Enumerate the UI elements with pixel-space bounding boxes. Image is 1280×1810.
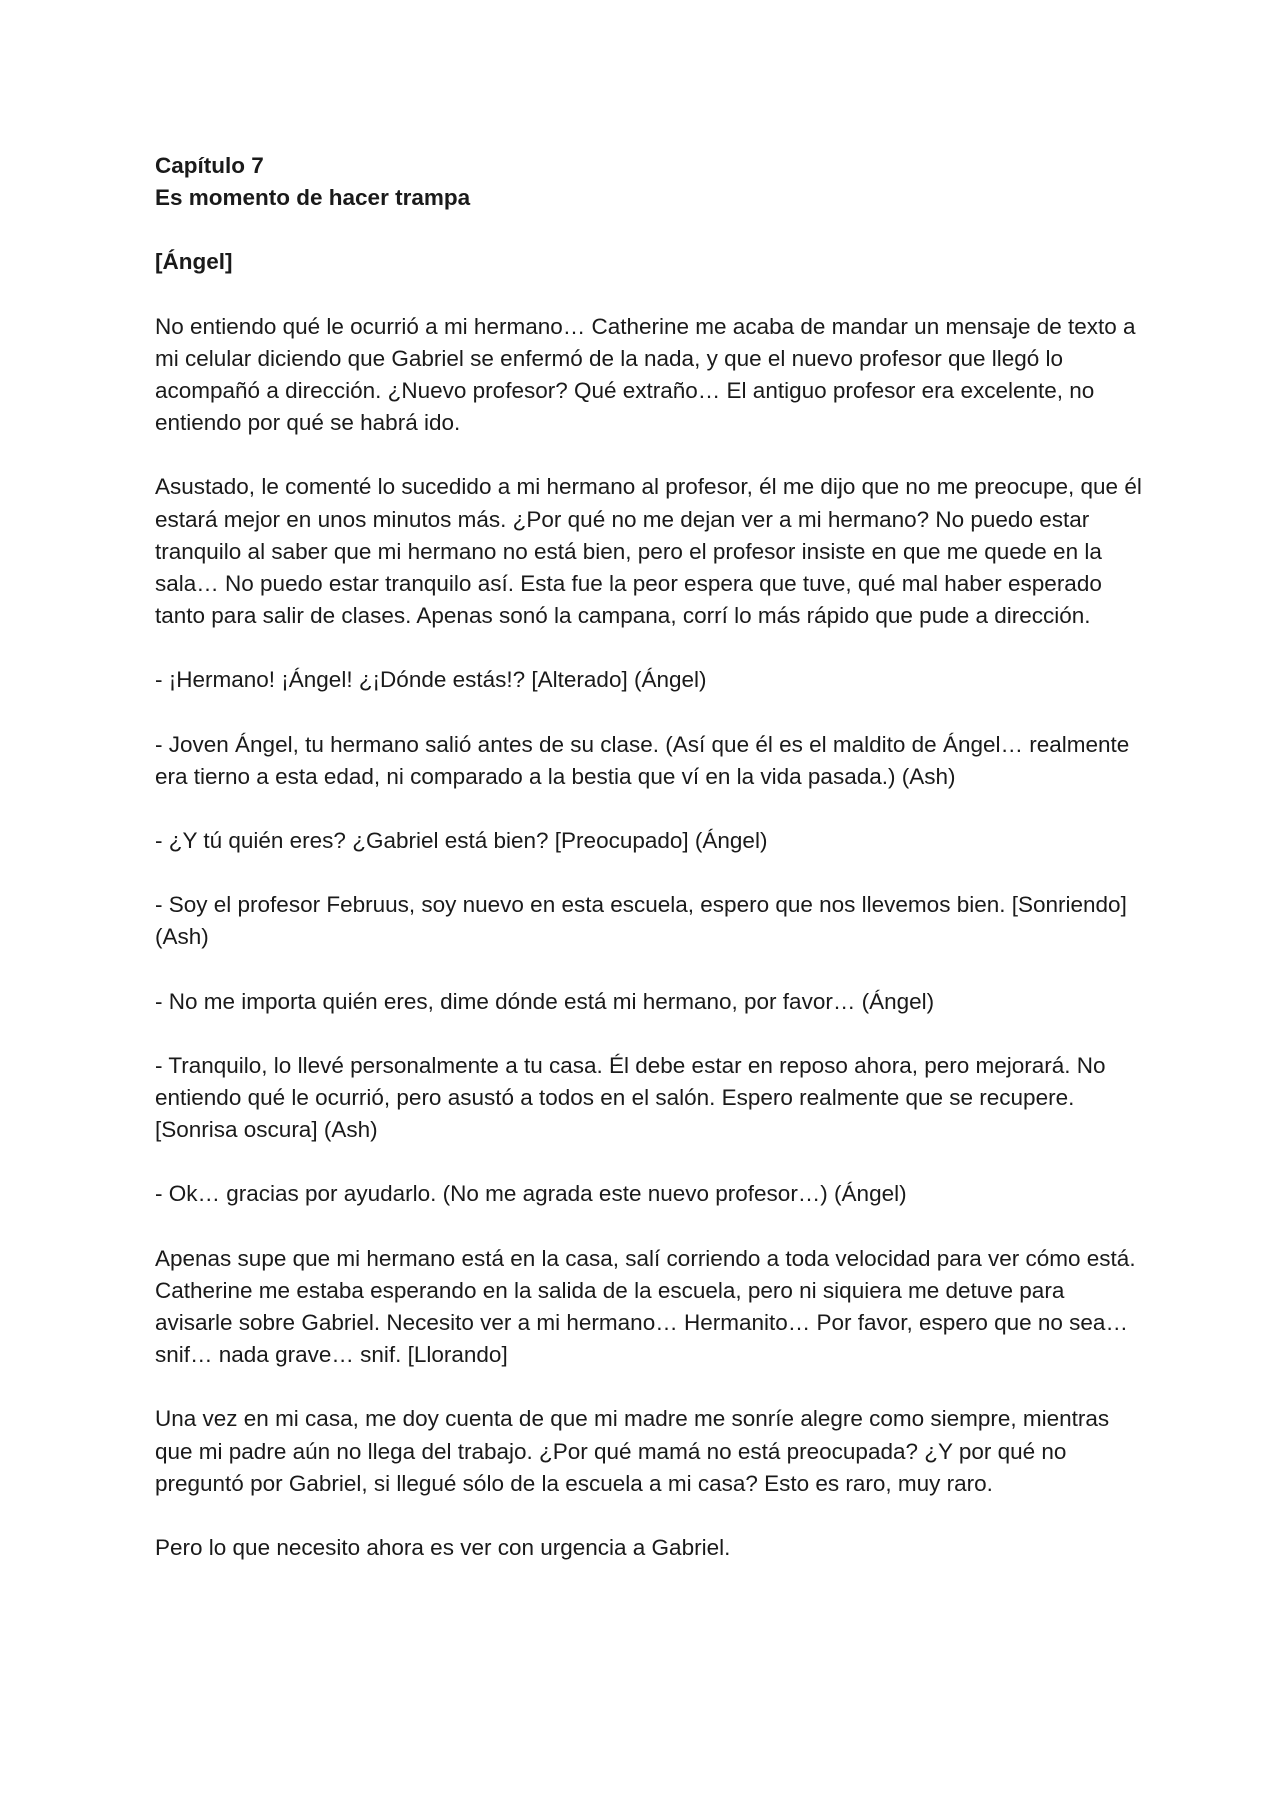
document-page — [155, 150, 1145, 1564]
chapter-title: Es momento de hacer trampa — [155, 185, 471, 211]
chapter-number: Capítulo 7 — [155, 153, 264, 178]
narrator-label: [Ángel] — [155, 249, 233, 275]
dialogue-line: - Joven Ángel, tu hermano salió antes de su clase. (Así que él es el maldito de Ángel… realmente era tierno a esta edad, ni comparado a la bestia que ví en la vida pasada.) (Ash) — [155, 731, 1130, 789]
paragraph: Una vez en mi casa, me doy cuenta de que mi madre me sonríe alegre como siempre, mientras que mi padre aún no llega del trabajo. ¿Por qué mamá no está preocupada? ¿Y por qué no preguntó por Gabriel, si llegué sólo de la escuela a mi casa? Esto es raro, muy raro. — [155, 1406, 1110, 1496]
dialogue-line: - No me importa quién eres, dime dónde está mi hermano, por favor… (Ángel) — [155, 988, 935, 1014]
dialogue-line: - Ok… gracias por ayudarlo. (No me agrada este nuevo profesor…) (Ángel) — [155, 1181, 907, 1207]
paragraph: Pero lo que necesito ahora es ver con urgencia a Gabriel. — [155, 1535, 731, 1561]
paragraph: Asustado, le comenté lo sucedido a mi hermano al profesor, él me dijo que no me preocupe, que él estará mejor en unos minutos más. ¿Por qué no me dejan ver a mi hermano? No puedo estar tranquilo al saber que mi hermano no está bien, pero el profesor insiste en que me quede en la sala… No puedo estar tranquilo así. Esta fue la peor espera que tuve, qué mal haber esperado tanto para salir de clases. Apenas sonó la campana, corrí lo más rápido que pude a dirección. — [155, 474, 1142, 629]
dialogue-line: - ¡Hermano! ¡Ángel! ¿¡Dónde estás!? [Alterado] (Ángel) — [155, 667, 707, 693]
dialogue-line: - Tranquilo, lo llevé personalmente a tu casa. Él debe estar en reposo ahora, pero mejorará. No entiendo qué le ocurrió, pero asustó a todos en el salón. Espero realmente que se recupere. [Sonrisa oscura] (Ash) — [155, 1052, 1106, 1143]
dialogue-line: - Soy el profesor Februus, soy nuevo en esta escuela, espero que nos llevemos bien. [Sonriendo] (Ash) — [155, 892, 1127, 950]
dialogue-line: - ¿Y tú quién eres? ¿Gabriel está bien? [Preocupado] (Ángel) — [155, 828, 768, 854]
paragraph: Apenas supe que mi hermano está en la casa, salí corriendo a toda velocidad para ver cómo está. Catherine me estaba esperando en la salida de la escuela, pero ni siquiera me detuve para avisarle sobre Gabriel. Necesito ver a mi hermano… Hermanito… Por favor, espero que no sea… snif… nada grave… snif. [Llorando] — [155, 1245, 1136, 1368]
paragraph: No entiendo qué le ocurrió a mi hermano… Catherine me acaba de mandar un mensaje de texto a mi celular diciendo que Gabriel se enfermó de la nada, y que el nuevo profesor que llegó lo acompañó a dirección. ¿Nuevo profesor? Qué extraño… El antiguo profesor era excelente, no entiendo por qué se habrá ido. — [155, 313, 1136, 436]
